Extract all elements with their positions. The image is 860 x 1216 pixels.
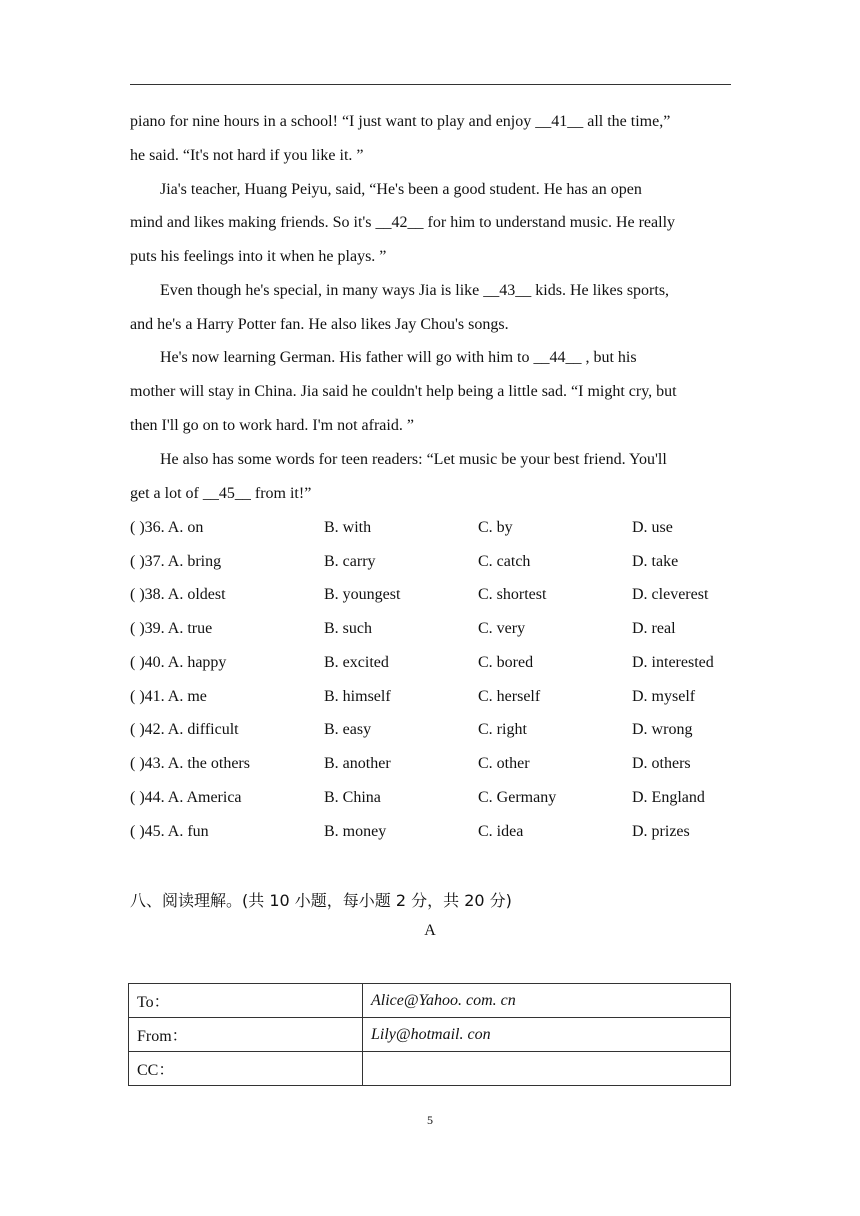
passage-line: get a lot of __45__ from it!” <box>130 485 312 502</box>
option-b: B. himself <box>324 688 391 705</box>
option-c: C. idea <box>478 823 524 840</box>
passage-line: then I'll go on to work hard. I'm not afraid. ” <box>130 417 414 434</box>
passage-line: and he's a Harry Potter fan. He also likes Jay Chou's songs. <box>130 316 509 333</box>
option-c: C. bored <box>478 654 534 671</box>
passage-line: piano for nine hours in a school! “I just want to play and enjoy __41__ all the time,” <box>130 113 671 130</box>
option-d: D. wrong <box>632 721 693 738</box>
header-rule <box>130 84 731 85</box>
option-c: C. herself <box>478 688 541 705</box>
from-label: From： <box>129 1018 363 1052</box>
email-cc-row <box>129 1052 731 1086</box>
passage-line: mother will stay in China. Jia said he couldn't help being a little sad. “I might cry, but <box>130 383 677 400</box>
option-b: B. such <box>324 620 372 637</box>
passage-line: Even though he's special, in many ways Jia is like __43__ kids. He likes sports, <box>160 282 670 299</box>
passage-line: He's now learning German. His father will go with him to __44__ , but his <box>160 349 637 366</box>
question-number-option-a: ( )37. A. bring <box>130 553 222 570</box>
option-c: C. other <box>478 755 530 772</box>
option-b: B. excited <box>324 654 389 671</box>
option-d: D. myself <box>632 688 696 705</box>
option-b: B. another <box>324 755 391 772</box>
email-to-row <box>129 984 731 1018</box>
question-number-option-a: ( )38. A. oldest <box>130 586 226 603</box>
option-d: D. prizes <box>632 823 690 840</box>
email-header-table <box>128 983 731 1086</box>
option-b: B. with <box>324 519 372 536</box>
part-label: A <box>424 922 436 939</box>
passage-line: mind and likes making friends. So it's __42__ for him to understand music. He really <box>130 214 676 231</box>
option-d: D. take <box>632 553 679 570</box>
to-label: To： <box>129 984 363 1018</box>
option-d: D. England <box>632 789 705 806</box>
from-value: Lily@hotmail. con <box>363 1018 731 1052</box>
option-c: C. by <box>478 519 513 536</box>
option-b: B. money <box>324 823 387 840</box>
option-c: C. right <box>478 721 527 738</box>
to-value: Alice@Yahoo. com. cn <box>363 984 731 1018</box>
email-from-row <box>129 1018 731 1052</box>
passage-line: He also has some words for teen readers: “Let music be your best friend. You'll <box>160 451 667 468</box>
option-d: D. interested <box>632 654 714 671</box>
option-d: D. real <box>632 620 676 637</box>
option-d: D. cleverest <box>632 586 709 603</box>
option-d: D. others <box>632 755 691 772</box>
question-number-option-a: ( )43. A. the others <box>130 755 250 772</box>
passage-line: he said. “It's not hard if you like it. ” <box>130 147 364 164</box>
question-number-option-a: ( )36. A. on <box>130 519 204 536</box>
section-title: 八、阅读理解。(共 10 小题，每小题 2 分，共 20 分) <box>130 891 512 910</box>
option-d: D. use <box>632 519 673 536</box>
question-number-option-a: ( )44. A. America <box>130 789 242 806</box>
option-b: B. youngest <box>324 586 401 603</box>
question-number-option-a: ( )42. A. difficult <box>130 721 239 738</box>
question-number-option-a: ( )40. A. happy <box>130 654 227 671</box>
option-c: C. very <box>478 620 526 637</box>
option-b: B. carry <box>324 553 376 570</box>
cc-label: CC： <box>129 1052 363 1086</box>
question-number-option-a: ( )45. A. fun <box>130 823 209 840</box>
cc-value <box>363 1052 731 1086</box>
option-c: C. catch <box>478 553 531 570</box>
option-b: B. China <box>324 789 381 806</box>
page-number: 5 <box>427 1113 433 1127</box>
question-number-option-a: ( )39. A. true <box>130 620 213 637</box>
passage-line: Jia's teacher, Huang Peiyu, said, “He's been a good student. He has an open <box>160 181 642 198</box>
option-c: C. shortest <box>478 586 547 603</box>
option-b: B. easy <box>324 721 372 738</box>
passage-line: puts his feelings into it when he plays. ” <box>130 248 387 265</box>
option-c: C. Germany <box>478 789 557 806</box>
question-number-option-a: ( )41. A. me <box>130 688 207 705</box>
